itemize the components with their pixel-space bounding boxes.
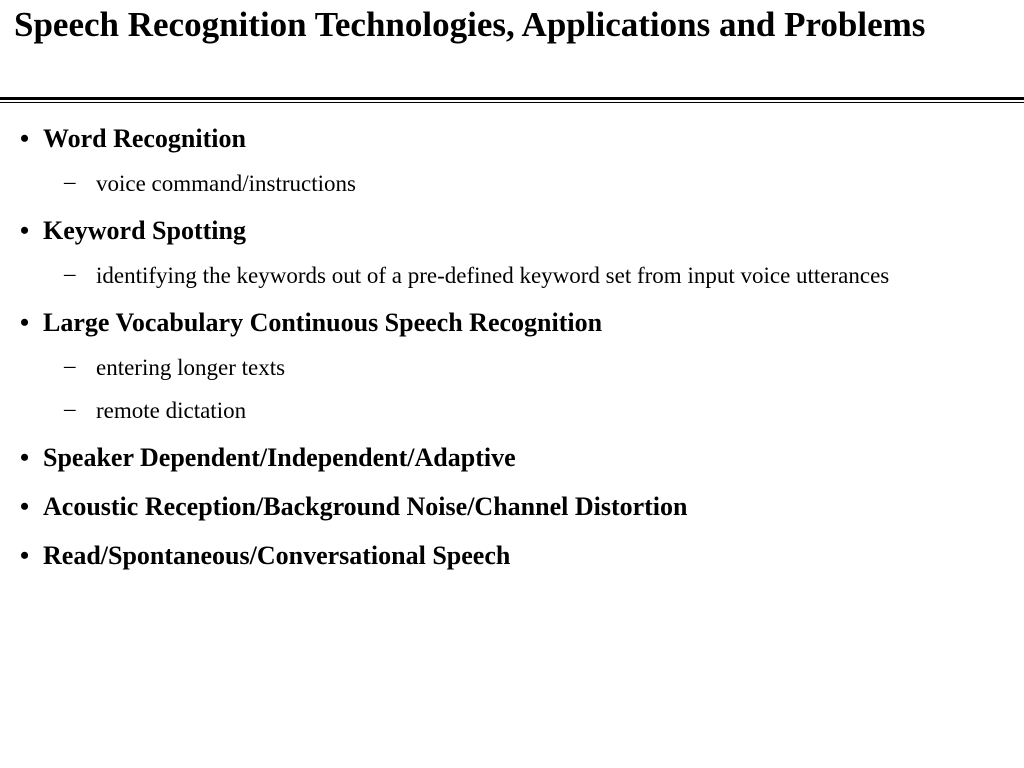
sub-bullet-text: remote dictation <box>96 398 247 423</box>
bullet-icon: • <box>20 443 30 472</box>
bullet-heading: Speaker Dependent/Independent/Adaptive <box>43 443 516 472</box>
dash-icon: – <box>64 169 76 194</box>
bullet-list <box>0 120 1024 586</box>
bullet-heading: Read/Spontaneous/Conversational Speech <box>43 541 511 570</box>
dash-icon: – <box>64 261 76 286</box>
bullet-item <box>0 439 1024 476</box>
bullet-icon: • <box>20 216 30 245</box>
bullet-icon: • <box>20 308 30 337</box>
bullet-item <box>0 537 1024 574</box>
bullet-heading: Large Vocabulary Continuous Speech Recognition <box>43 308 603 337</box>
sub-bullet-text: identifying the keywords out of a pre-defined keyword set from input voice utterances <box>96 263 890 288</box>
dash-icon: – <box>64 353 76 378</box>
bullet-icon: • <box>20 492 30 521</box>
bullet-item <box>0 120 1024 157</box>
title-divider-thick <box>0 97 1024 100</box>
bullet-heading: Acoustic Reception/Background Noise/Channel Distortion <box>43 492 688 521</box>
slide-title: Speech Recognition Technologies, Applications and Problems <box>14 5 926 44</box>
bullet-item <box>0 212 1024 249</box>
sub-bullet-item <box>0 394 1024 427</box>
sub-bullet-item <box>0 167 1024 200</box>
sub-bullet-item <box>0 259 1024 292</box>
bullet-item <box>0 304 1024 341</box>
bullet-heading: Word Recognition <box>43 124 246 153</box>
bullet-icon: • <box>20 124 30 153</box>
bullet-heading: Keyword Spotting <box>43 216 246 245</box>
dash-icon: – <box>64 396 76 421</box>
title-divider-thin <box>0 102 1024 103</box>
sub-bullet-text: voice command/instructions <box>96 171 356 196</box>
bullet-icon: • <box>20 541 30 570</box>
bullet-item <box>0 488 1024 525</box>
sub-bullet-item <box>0 351 1024 384</box>
sub-bullet-text: entering longer texts <box>96 355 286 380</box>
